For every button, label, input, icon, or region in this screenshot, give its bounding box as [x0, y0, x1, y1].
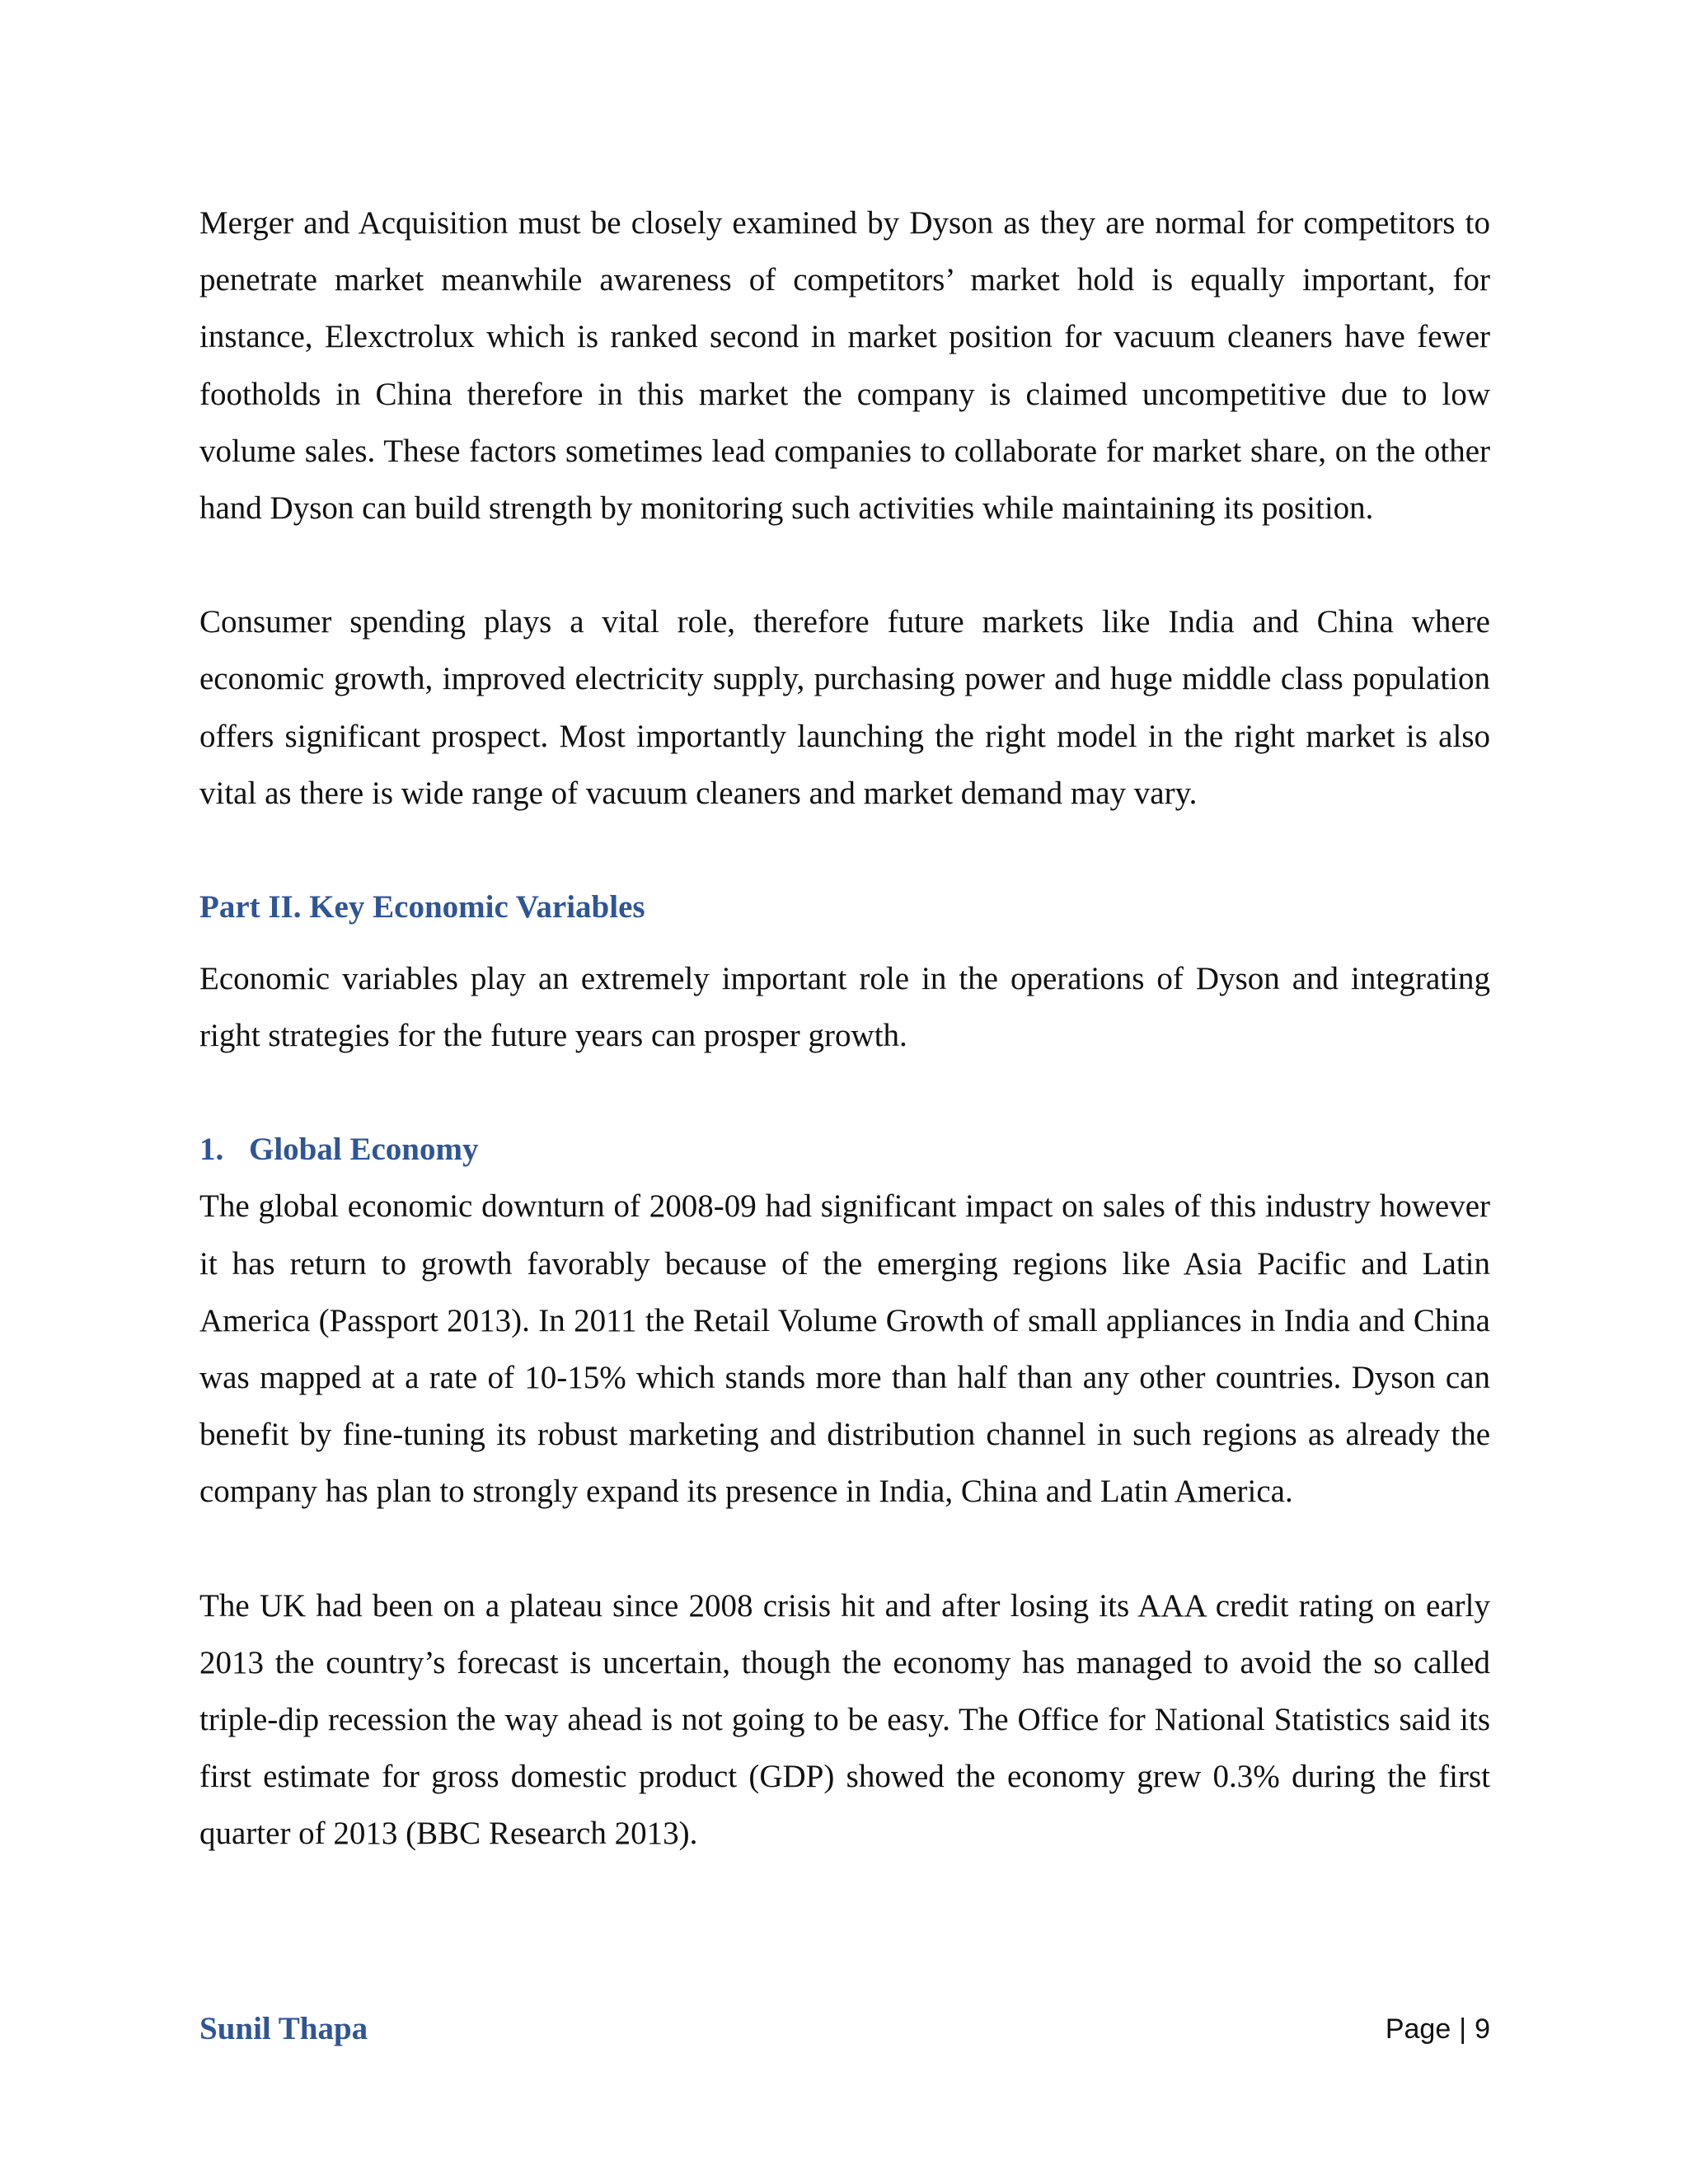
page-separator: | — [1459, 2013, 1467, 2045]
page-label: Page — [1385, 2013, 1451, 2045]
paragraph-part-intro: Economic variables play an extremely important role in the operations of Dyson and integrating right strategies for the future years can prosper growth. — [199, 961, 1490, 1054]
section-title: Global Economy — [249, 1132, 479, 1168]
page-number: 9 — [1475, 2013, 1490, 2045]
paragraph-mergers: Merger and Acquisition must be closely examined by Dyson as they are normal for competitors to penetrate market meanwhile awareness of competitors’ market hold is equally important, for instance, Elexctrolux which is ranked second in market position for vacuum cleaners have fewer footholds in China therefore in this market the company is claimed uncompetitive due to low volume sales. These factors sometimes lead companies to collaborate for market share, on the other hand Dyson can build strength by monitoring such activities while maintaining its position. — [199, 205, 1490, 527]
footer-author: Sunil Thapa — [199, 2011, 368, 2046]
paragraph-consumer-spending: Consumer spending plays a vital role, therefore future markets like India and China where economic growth, improved electricity supply, purchasing power and huge middle class population offers significant prospect. Most importantly launching the right model in the right market is also vital as there is wide range of vacuum cleaners and market demand may vary. — [199, 604, 1490, 811]
page-body — [199, 194, 1490, 1863]
paragraph-global-downturn: The global economic downturn of 2008-09 had significant impact on sales of this industry however it has return to growth favorably because of the emerging regions like Asia Pacific and Latin America (Passport 2013). In 2011 the Retail Volume Growth of small appliances in India and China was mapped at a rate of 10-15% which stands more than half than any other countries. Dyson can benefit by fine-tuning its robust marketing and distribution channel in such regions as already the company has plan to strongly expand its presence in India, China and Latin America. — [199, 1188, 1490, 1510]
paragraph-uk-economy: The UK had been on a plateau since 2008 crisis hit and after losing its AAA credit rating on early 2013 the country’s forecast is uncertain, though the economy has managed to avoid the so called triple-dip recession the way ahead is not going to be easy. The Office for National Statistics said its first estimate for gross domestic product (GDP) showed the economy grew 0.3% during the first quarter of 2013 (BBC Research 2013). — [199, 1587, 1490, 1852]
part-heading: Part II. Key Economic Variables — [199, 889, 645, 926]
footer-page-number — [1386, 2004, 1490, 2054]
section-heading — [199, 1121, 1490, 1178]
section-number: 1. — [199, 1132, 224, 1168]
